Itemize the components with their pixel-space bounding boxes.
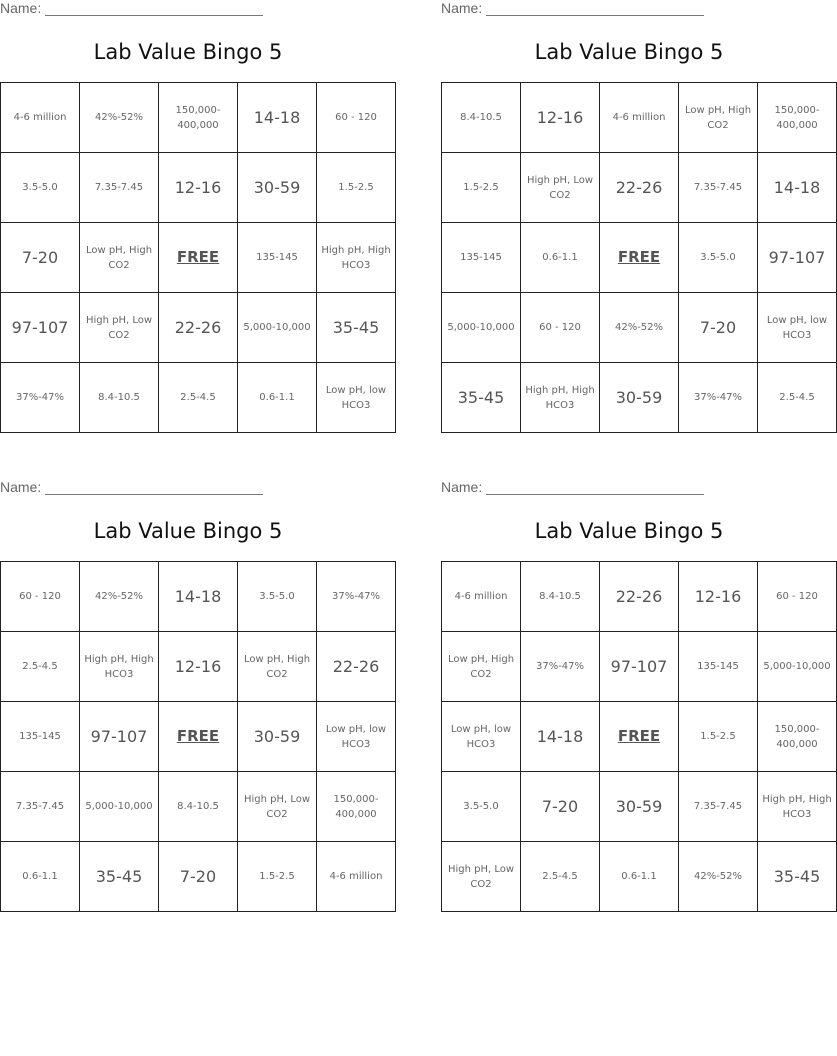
- name-field: [441, 479, 704, 499]
- bingo-cell: 3.5-5.0: [679, 223, 758, 293]
- card-title: Lab Value Bingo 5: [93, 519, 283, 543]
- bingo-cell: 2.5-4.5: [1, 632, 80, 702]
- card-title: Lab Value Bingo 5: [534, 40, 724, 64]
- bingo-cell: 14-18: [238, 83, 317, 153]
- bingo-row: [442, 562, 837, 632]
- bingo-cell: High pH, High HCO3: [521, 363, 600, 433]
- bingo-row: [1, 293, 396, 363]
- bingo-cell: 8.4-10.5: [159, 772, 238, 842]
- bingo-cell: 150,000-400,000: [758, 83, 837, 153]
- bingo-cell: 3.5-5.0: [1, 153, 80, 223]
- name-blank-line: [45, 480, 263, 495]
- bingo-cell: 37%-47%: [1, 363, 80, 433]
- free-space: FREE: [600, 223, 679, 293]
- bingo-grid: [441, 561, 837, 912]
- bingo-cell: 8.4-10.5: [80, 363, 159, 433]
- bingo-cell: Low pH, High CO2: [442, 632, 521, 702]
- bingo-cell: 12-16: [159, 153, 238, 223]
- bingo-card: [0, 479, 387, 919]
- name-blank-line: [486, 1, 704, 16]
- bingo-cell: High pH, Low CO2: [80, 293, 159, 363]
- bingo-row: [442, 702, 837, 772]
- bingo-cell: 7-20: [521, 772, 600, 842]
- bingo-cell: 42%-52%: [80, 83, 159, 153]
- bingo-row: [442, 363, 837, 433]
- bingo-cell: 5,000-10,000: [442, 293, 521, 363]
- bingo-cell: 150,000-400,000: [317, 772, 396, 842]
- name-label: Name:: [0, 0, 42, 16]
- bingo-cell: 37%-47%: [317, 562, 396, 632]
- bingo-grid: [441, 82, 837, 433]
- bingo-row: [1, 632, 396, 702]
- bingo-cell: 97-107: [1, 293, 80, 363]
- bingo-cell: 8.4-10.5: [521, 562, 600, 632]
- free-space: FREE: [159, 223, 238, 293]
- bingo-cell: 7.35-7.45: [679, 772, 758, 842]
- bingo-card: [441, 479, 832, 919]
- bingo-cell: 30-59: [238, 702, 317, 772]
- bingo-cell: High pH, Low CO2: [442, 842, 521, 912]
- bingo-cell: 14-18: [758, 153, 837, 223]
- bingo-cell: 14-18: [159, 562, 238, 632]
- bingo-cell: 2.5-4.5: [521, 842, 600, 912]
- bingo-cell: 7.35-7.45: [679, 153, 758, 223]
- bingo-cell: 35-45: [758, 842, 837, 912]
- bingo-card: [0, 0, 391, 440]
- bingo-cell: 60 - 120: [521, 293, 600, 363]
- bingo-cell: 0.6-1.1: [1, 842, 80, 912]
- bingo-grid: [0, 561, 396, 912]
- bingo-cell: 42%-52%: [600, 293, 679, 363]
- bingo-cell: 22-26: [159, 293, 238, 363]
- bingo-cell: 0.6-1.1: [600, 842, 679, 912]
- bingo-cell: 1.5-2.5: [679, 702, 758, 772]
- bingo-row: [1, 363, 396, 433]
- bingo-cell: 30-59: [238, 153, 317, 223]
- bingo-cell: High pH, High HCO3: [758, 772, 837, 842]
- bingo-cell: 135-145: [1, 702, 80, 772]
- bingo-cell: 1.5-2.5: [442, 153, 521, 223]
- bingo-cell: 3.5-5.0: [238, 562, 317, 632]
- name-blank-line: [486, 480, 704, 495]
- free-space: FREE: [600, 702, 679, 772]
- name-field: [0, 479, 263, 499]
- bingo-cell: 12-16: [159, 632, 238, 702]
- bingo-cell: Low pH, High CO2: [238, 632, 317, 702]
- bingo-cell: 2.5-4.5: [159, 363, 238, 433]
- bingo-cell: 97-107: [80, 702, 159, 772]
- bingo-cell: 3.5-5.0: [442, 772, 521, 842]
- bingo-cell: 0.6-1.1: [521, 223, 600, 293]
- card-title: Lab Value Bingo 5: [534, 519, 724, 543]
- free-space: FREE: [159, 702, 238, 772]
- bingo-cell: 7-20: [1, 223, 80, 293]
- bingo-cell: 4-6 million: [600, 83, 679, 153]
- bingo-cell: 97-107: [758, 223, 837, 293]
- bingo-cell: 42%-52%: [679, 842, 758, 912]
- bingo-cell: 0.6-1.1: [238, 363, 317, 433]
- bingo-cell: 4-6 million: [317, 842, 396, 912]
- bingo-cell: 22-26: [600, 562, 679, 632]
- bingo-cell: 4-6 million: [1, 83, 80, 153]
- bingo-cell: Low pH, low HCO3: [758, 293, 837, 363]
- bingo-cell: 37%-47%: [521, 632, 600, 702]
- bingo-cell: 5,000-10,000: [758, 632, 837, 702]
- bingo-cell: 7.35-7.45: [80, 153, 159, 223]
- bingo-cell: 22-26: [317, 632, 396, 702]
- bingo-row: [1, 223, 396, 293]
- bingo-cell: 12-16: [679, 562, 758, 632]
- name-label: Name:: [441, 0, 483, 16]
- bingo-cell: 5,000-10,000: [238, 293, 317, 363]
- bingo-cell: High pH, High HCO3: [317, 223, 396, 293]
- bingo-row: [1, 842, 396, 912]
- bingo-cell: 4-6 million: [442, 562, 521, 632]
- name-field: [441, 0, 704, 20]
- bingo-cell: Low pH, low HCO3: [317, 702, 396, 772]
- name-field: [0, 0, 263, 20]
- bingo-cell: 35-45: [442, 363, 521, 433]
- bingo-cell: 97-107: [600, 632, 679, 702]
- bingo-cell: 7.35-7.45: [1, 772, 80, 842]
- bingo-cell: Low pH, High CO2: [80, 223, 159, 293]
- bingo-cell: 35-45: [317, 293, 396, 363]
- name-blank-line: [45, 1, 263, 16]
- bingo-row: [442, 632, 837, 702]
- bingo-cell: 5,000-10,000: [80, 772, 159, 842]
- bingo-cell: 150,000-400,000: [758, 702, 837, 772]
- bingo-cell: 60 - 120: [1, 562, 80, 632]
- bingo-grid: [0, 82, 396, 433]
- bingo-cell: 30-59: [600, 363, 679, 433]
- bingo-cell: 12-16: [521, 83, 600, 153]
- bingo-cell: 135-145: [679, 632, 758, 702]
- card-title: Lab Value Bingo 5: [93, 40, 283, 64]
- name-label: Name:: [441, 479, 483, 495]
- bingo-cell: High pH, Low CO2: [521, 153, 600, 223]
- bingo-cell: Low pH, low HCO3: [442, 702, 521, 772]
- bingo-row: [442, 293, 837, 363]
- bingo-row: [442, 223, 837, 293]
- bingo-cell: 14-18: [521, 702, 600, 772]
- bingo-cell: 42%-52%: [80, 562, 159, 632]
- bingo-row: [1, 153, 396, 223]
- bingo-cell: 150,000-400,000: [159, 83, 238, 153]
- bingo-cell: 135-145: [238, 223, 317, 293]
- bingo-row: [1, 562, 396, 632]
- bingo-row: [1, 702, 396, 772]
- bingo-row: [442, 153, 837, 223]
- bingo-cell: High pH, Low CO2: [238, 772, 317, 842]
- bingo-row: [442, 842, 837, 912]
- bingo-cell: Low pH, High CO2: [679, 83, 758, 153]
- bingo-cell: 2.5-4.5: [758, 363, 837, 433]
- bingo-cell: High pH, High HCO3: [80, 632, 159, 702]
- bingo-cell: 8.4-10.5: [442, 83, 521, 153]
- bingo-cell: 7-20: [679, 293, 758, 363]
- bingo-cell: 1.5-2.5: [238, 842, 317, 912]
- bingo-row: [1, 772, 396, 842]
- bingo-cell: 60 - 120: [317, 83, 396, 153]
- bingo-cell: 22-26: [600, 153, 679, 223]
- bingo-row: [442, 83, 837, 153]
- bingo-cell: 135-145: [442, 223, 521, 293]
- bingo-row: [442, 772, 837, 842]
- bingo-cell: 1.5-2.5: [317, 153, 396, 223]
- bingo-cell: Low pH, low HCO3: [317, 363, 396, 433]
- bingo-cell: 35-45: [80, 842, 159, 912]
- bingo-cell: 37%-47%: [679, 363, 758, 433]
- bingo-row: [1, 83, 396, 153]
- bingo-card: [441, 0, 828, 440]
- bingo-cell: 30-59: [600, 772, 679, 842]
- name-label: Name:: [0, 479, 42, 495]
- bingo-cell: 7-20: [159, 842, 238, 912]
- bingo-cell: 60 - 120: [758, 562, 837, 632]
